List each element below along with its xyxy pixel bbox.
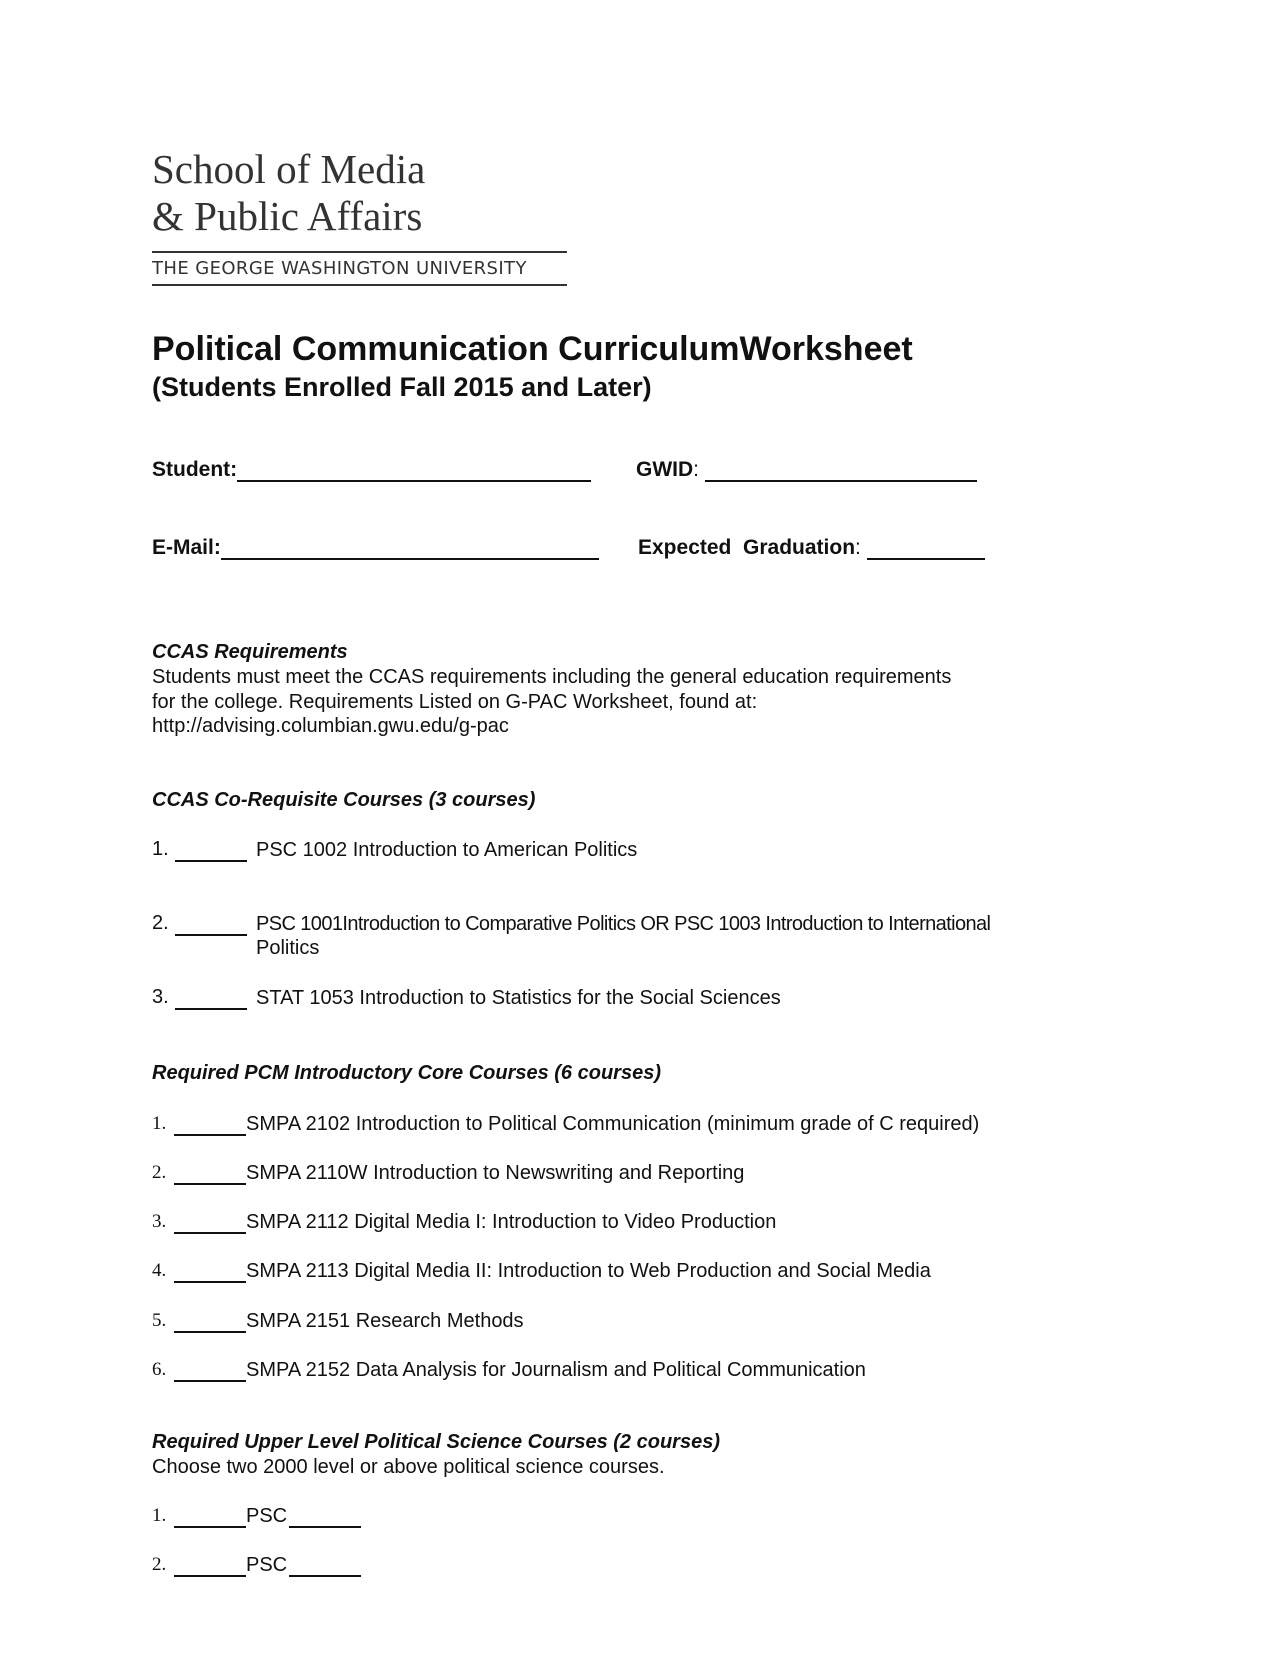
student-blank[interactable] (237, 458, 591, 482)
psc-heading: Required Upper Level Political Science Courses (2 courses) (152, 1431, 720, 1453)
logo-line-1: School of Media (152, 146, 426, 192)
ccas-heading: CCAS Requirements (152, 641, 348, 663)
core-blank-6[interactable] (174, 1360, 246, 1382)
core-course-2: SMPA 2110W Introduction to Newswriting and Reporting (246, 1162, 745, 1184)
core-num-6: 6. (152, 1359, 167, 1380)
core-course-4: SMPA 2113 Digital Media II: Introduction to Web Production and Social Media (246, 1260, 931, 1282)
ccas-line-2: for the college. Requirements Listed on G-PAC Worksheet, found at: (152, 691, 758, 713)
psc-num-1: 1. (152, 1505, 167, 1526)
core-course-3: SMPA 2112 Digital Media I: Introduction to Video Production (246, 1211, 777, 1233)
university-name: THE GEORGE WASHINGTON UNIVERSITY (152, 258, 527, 279)
core-num-5: 5. (152, 1310, 167, 1331)
coreq-blank-3[interactable] (175, 988, 247, 1010)
psc-number-blank-2[interactable] (289, 1555, 361, 1577)
gwid-field[interactable]: GWID: (636, 458, 977, 482)
graduation-label: Expected Graduation (638, 536, 856, 559)
coreq-course-2: PSC 1001Introduction to Comparative Politics OR PSC 1003 Introduction to International (256, 913, 991, 935)
gwid-label: GWID (636, 458, 694, 481)
coreq-num-1: 1. (152, 838, 169, 860)
email-field[interactable]: E-Mail: (152, 536, 599, 560)
student-field[interactable]: Student: (152, 458, 591, 482)
ccas-line-1: Students must meet the CCAS requirements including the general education requirements (152, 666, 952, 688)
graduation-field[interactable]: Expected Graduation: (638, 536, 985, 560)
core-num-4: 4. (152, 1260, 167, 1281)
psc-blank-2[interactable] (174, 1555, 246, 1577)
coreq-course-1: PSC 1002 Introduction to American Politics (256, 839, 638, 861)
psc-blank-1[interactable] (174, 1506, 246, 1528)
psc-number-blank-1[interactable] (289, 1506, 361, 1528)
coreq-blank-1[interactable] (175, 840, 247, 862)
student-label: Student (152, 458, 231, 481)
coreq-num-2: 2. (152, 912, 169, 934)
core-blank-2[interactable] (174, 1163, 246, 1185)
logo-line-2: & Public Affairs (152, 193, 423, 239)
core-num-1: 1. (152, 1113, 167, 1134)
logo-rule-top (152, 251, 567, 253)
core-heading: Required PCM Introductory Core Courses (6 courses) (152, 1062, 661, 1084)
ccas-link[interactable]: http://advising.columbian.gwu.edu/g-pac (152, 715, 509, 737)
psc-course-2: PSC (246, 1554, 288, 1576)
core-blank-4[interactable] (174, 1261, 246, 1283)
core-num-3: 3. (152, 1211, 167, 1232)
logo-rule-bottom (152, 284, 567, 286)
page-subtitle: (Students Enrolled Fall 2015 and Later) (152, 372, 652, 402)
coreq-blank-2[interactable] (175, 914, 247, 936)
email-label: E-Mail (152, 536, 214, 559)
coreq-course-2-cont: Politics (256, 937, 320, 959)
graduation-blank[interactable] (867, 536, 985, 560)
coreq-course-3: STAT 1053 Introduction to Statistics for the Social Sciences (256, 987, 781, 1009)
psc-num-2: 2. (152, 1554, 167, 1575)
core-course-1: SMPA 2102 Introduction to Political Communication (minimum grade of C required) (246, 1113, 980, 1135)
coreq-heading: CCAS Co-Requisite Courses (3 courses) (152, 789, 536, 811)
page-title: Political Communication CurriculumWorksheet (152, 330, 913, 368)
coreq-num-3: 3. (152, 986, 169, 1008)
psc-instruction: Choose two 2000 level or above political science courses. (152, 1456, 665, 1478)
email-blank[interactable] (221, 536, 599, 560)
core-blank-3[interactable] (174, 1212, 246, 1234)
core-blank-1[interactable] (174, 1114, 246, 1136)
gwid-blank[interactable] (705, 458, 977, 482)
core-course-5: SMPA 2151 Research Methods (246, 1310, 524, 1332)
core-num-2: 2. (152, 1162, 167, 1183)
core-blank-5[interactable] (174, 1311, 246, 1333)
psc-course-1: PSC (246, 1505, 288, 1527)
core-course-6: SMPA 2152 Data Analysis for Journalism and Political Communication (246, 1359, 866, 1381)
